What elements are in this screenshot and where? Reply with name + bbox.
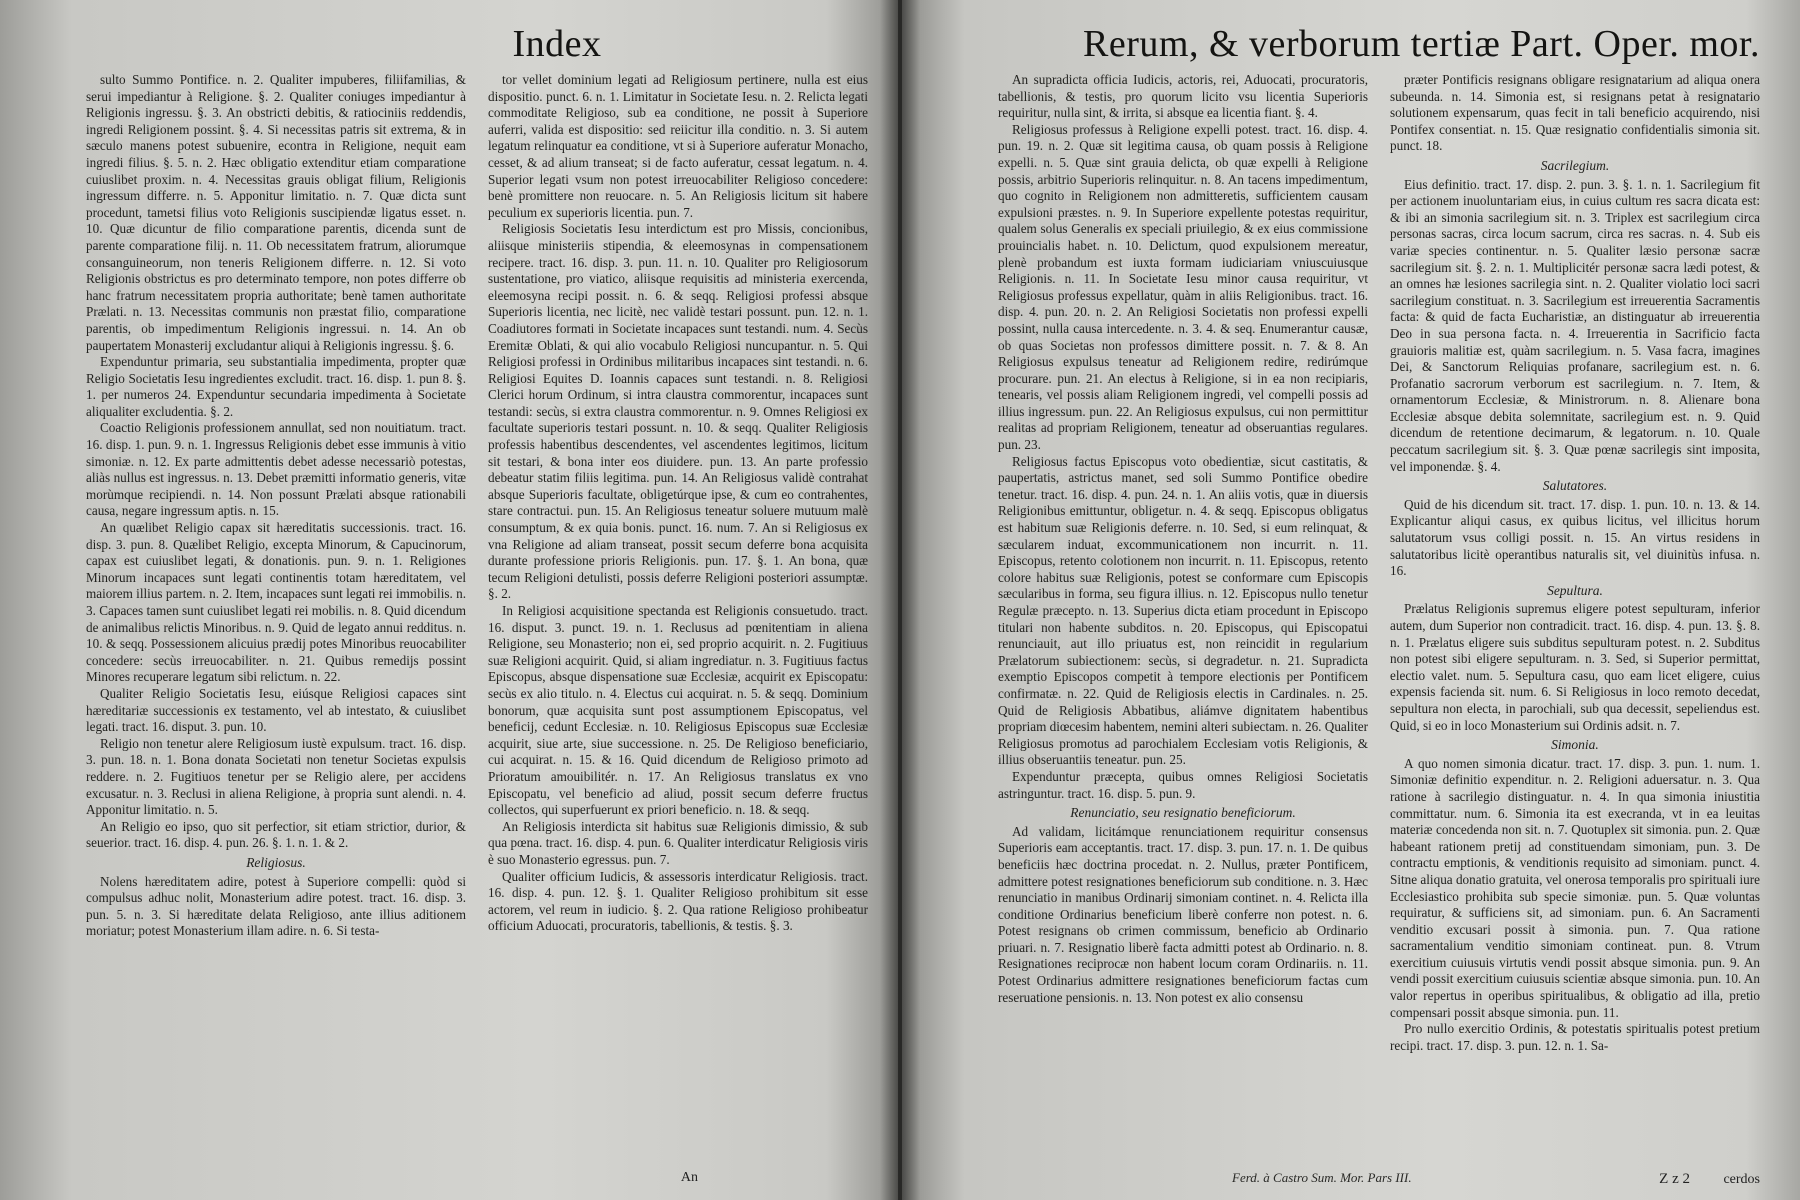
book-gutter bbox=[880, 0, 920, 1200]
catchword-left: An bbox=[680, 1170, 698, 1185]
index-entry: Religiosis Societatis Iesu interdictum est pro Missis, concionibus, aliisque ministeriis stipendia, & eleemosynas in compensationem recipere. tract. 16. disp. 3. pun. 11. n. 10. Qualiter pro Religiosorum sustentatione, pro viatico, aliisque requisitis ad ministeria exercenda, eleemosyna recipi possit. n. 6. & seqq. Religiosi professi absque Superioris licentia, nec licitè, nec validè testari possunt. pun. 12. n. 1. Coadiutores formati in Societate incapaces sunt testandi. num. 4. Secùs Eremitæ Oblati, & qui alio vocabulo Religiosi nuncupantur. n. 5. Qui Religiosi professi in Ordinibus militaribus incapaces sint testandi. n. 6. Religiosi Equites D. Ioannis capaces sunt testandi. n. 8. Religiosi Clerici horum Ordinum, si intra claustra commorentur, incapaces sunt testandi: secùs, si extra claustra commorentur. n. 9. Omnes Religiosi ex facultate superioris testari possunt. n. 10. & seqq. Qualiter Religiosis professis habentibus descendentes, vel ascendentes legitimos, licitum sit testari, & bona inter eos diuidere. pun. 13. An parte professio debeatur statim filiis legitima. pun. 14. An Religiosus validè contrahat absque Superioris facultate, obligetúrque ipse, & cum eo contrahentes, stare contractui. pun. 15. An Religiosus teneatur soluere mutuum malè consumptum, & ex quia bonis. punct. 16. num. 7. An si Religiosus ex vna Religione ad aliam transeat, possit secum deferre bona acquisita durante professione prioris Religionis. pun. 17. §. 1. An bona, quæ tecum Religioni detulisti, possis deferre Religioni posteriori assumptæ. §. 2. bbox=[488, 221, 868, 602]
right-column-1 bbox=[998, 72, 1368, 1054]
index-heading: Simonia. bbox=[1551, 737, 1599, 753]
right-page bbox=[902, 0, 1800, 1200]
index-entry: Religio non tenetur alere Religiosum iustè expulsum. tract. 16. disp. 3. pun. 18. n. 1. Bona donata Societati non tenetur Societas expulsis reddere. n. 2. Fugitiuos tenetur per se Religio alere, per accidens excusatur. n. 3. Reclusi in aliena Religione, à propria sunt alendi. n. 4. Apponitur limitatio. n. 5. bbox=[86, 735, 466, 818]
index-entry: An Religiosis interdicta sit habitus suæ Religionis dimissio, & sub qua pœna. tract. 16. disp. 4. pun. 6. Qualiter interdicatur Religiosis viris è suo Monasterio egressus. pun. 7. bbox=[488, 818, 868, 867]
footer-running-title: Ferd. à Castro Sum. Mor. Pars III. bbox=[1232, 1170, 1412, 1185]
left-page bbox=[0, 0, 898, 1200]
index-entry: Expenduntur præcepta, quibus omnes Religiosi Societatis astringuntur. tract. 16. disp. 5. pun. 9. bbox=[998, 768, 1368, 801]
index-entry: Eius definitio. tract. 17. disp. 2. pun. 3. §. 1. n. 1. Sacrilegium fit per actionem inuoluntariam eius, in cuius cultum res sacra dicata est: & ibi an simonia sacrilegium sit. n. 3. Triplex est sacrilegium circa personas sacras, circa locum sacrum, circa res sacras. n. 4. Sub eis variæ species continentur. n. 5. Qualiter læsio personæ sacræ sacrilegium sit. §. 2. n. 1. Multiplicitér personæ sacra lædi potest, & an omnes hæ lesiones sacrilegia sint. n. 2. Qualiter violatio loci sacri sacrilegium constituat. n. 3. Sacrilegium est irreuerentia Sacramentis facta: & quid de facta Eucharistiæ, an distinguatur ab irreuerentia Deo in sua persona facta. n. 4. Irreuerentia in Sacrificio facta grauioris malitiæ est, quàm sacrilegium. n. 5. Vasa facra, imagines Dei, & Sanctorum Reliquias profanare, sacrilegium est. n. 6. Profanatio sacrorum verborum est sacrilegium. n. 7. Item, & ornamentorum Ecclesiæ, & Ministrorum. n. 8. Alienare bona Ecclesiæ absque debita solemnitate, sacrilegium est. n. 9. Quid dicendum de retentione decimarum, & legatorum. n. 10. Quale peccatum sacrilegium sit. §. 3. Quæ pœnæ sacrilegis sint imposita, vel imponendæ. §. 4. bbox=[1390, 176, 1760, 474]
index-entry: An quælibet Religio capax sit hæreditatis successionis. tract. 16. disp. 3. pun. 8. Quælibet Religio, excepta Minorum, & Capucinorum, capax est cuiuslibet legati, & donationis. pun. 9. n. 1. Religiones Minorum incapaces sunt legati continentis totam hæreditatem, vel maiorem illius partem. n. 2. Item, incapaces sunt legati rei immobilis. n. 3. Capaces tamen sunt cuiuslibet legati rei mobilis. n. 8. Quid dicendum de animalibus relictis Minoribus. n. 9. Quid de legato annui redditus. n. 10. & seqq. Possessionem alicuius prædij potes Minoribus reuocabiliter concedere: secùs irreuocabiliter. n. 21. Quibus remedijs possint Minores recuperare legatum sibi relictum. n. 22. bbox=[86, 520, 466, 685]
left-column-1 bbox=[86, 72, 466, 940]
index-entry: Religiosus professus à Religione expelli potest. tract. 16. disp. 4. pun. 19. n. 2. Quæ sit legitima causa, ob quam possis à Religione expelli. n. 5. Quæ sint grauia delicta, ob quæ expelli à Religione possis, arbitrio Superioris relinquitur. n. 8. An tacens impedimentum, quo cognito in Religionem non admitteretis, sufficientem causam expulsioni præstes. n. 9. In Superiore expellente potestas requiritur, qualem solus Generalis ex speciali priuilegio, & ex eius commissione prouincialis habet. n. 10. Delictum, quod expulsionem mereatur, plenè probandum est iuxta formam iudiciariam vniuscuiusque Religionis. n. 11. In Societate Iesu minor causa requiritur, vt Religiosus professus expellatur, quàm in aliis Religionibus. tract. 16. disp. 4. pun. 20. n. 2. An Religiosi Societatis non professi expelli possint, nulla causa intercedente. n. 3. 4. & seq. Enumerantur causæ, ob quas Societas non professos dimittere possit. n. 7. & 8. An Religiosus expulsus teneatur ad Religionem redire, redirúmque procurare. pun. 21. An electus à Religione, si in ea non recipiaris, tenearis, vel possis aliam Religionem ingredi, vel compelli possis ad illius ingressum. pun. 22. An Religiosus expulsus, cui non permittitur realitas ad propriam Religionem, teneatur ad obseruantias regulares. pun. 23. bbox=[998, 121, 1368, 453]
catchword-right: cerdos bbox=[1723, 1172, 1760, 1187]
index-entry: An Religio eo ipso, quo sit perfectior, sit etiam strictior, durior, & seuerior. tract. 16. disp. 4. pun. 26. §. 1. n. 1. & 2. bbox=[86, 818, 466, 851]
index-heading: Religiosus. bbox=[246, 854, 306, 870]
index-entry: Pro nullo exercitio Ordinis, & potestatis spiritualis potest pretium recipi. tract. 17. disp. 3. pun. 12. n. 1. Sa- bbox=[1390, 1021, 1760, 1053]
page-title-right: Rerum, & verborum tertiæ Part. Oper. mor. bbox=[1083, 23, 1760, 65]
index-entry: A quo nomen simonia dicatur. tract. 17. disp. 3. pun. 1. num. 1. Simoniæ definitio expenditur. n. 2. Religioni aduersatur. n. 3. Qua ratione à sacrilegio distinguatur. n. 4. In qua simonia iniustitia committatur. num. 6. Simonia ita est execranda, vt in ea leuitas materiæ concedenda non sit. n. 7. Quotuplex sit simonia. pun. 2. Quæ habeant rationem pretij ad constituendam simoniam, pun. 3. De contractu emptionis, & venditionis requisito ad simoniam. punct. 4. Sitne aliqua donatio gratuita, vel onerosa temporalis pro spirituali iure Ecclesiastico prohibita sub specie simoniæ. pun. 5. Quæ voluntas requiratur, & sufficiens sit, ad simoniam. pun. 6. An Sacramenti venditio excusari possit à simonia. pun. 7. Qua ratione sacramentalium venditio simoniam contineat. pun. 8. Vtrum exercitium cuiusuis virtutis vendi possit absque simonia. pun. 9. An vendi possit exercitium cuiusuis scientiæ absque simonia. pun. 10. An valor repertus in operibus spiritualibus, & obligatio ad illa, pretio compensari possit absque simonia. pun. 11. bbox=[1390, 755, 1760, 1020]
index-entry: Nolens hæreditatem adire, potest à Superiore compelli: quòd si compulsus adhuc nolit, Monasterium adire potest. tract. 16. disp. 3. pun. 5. n. 3. Si hæreditate delata Religioso, ante illius aditionem moriatur; potest Monasterium illam adire. n. 6. Si testa- bbox=[86, 873, 466, 939]
index-entry: Religiosus factus Episcopus voto obedientiæ, sicut castitatis, & paupertatis, astrictus manet, sed soli Summo Pontifice obedire tenetur. tract. 16. disp. 4. pun. 24. n. 1. An aliis votis, quæ in diuersis Religionibus emittuntur, obligetur. n. 4. & seqq. Episcopus obligatus est habitum suæ Religionis deferre. n. 10. Sed, si eum relinquat, & sæcularem induat, excommunicationem non incurrit. n. 11. Episcopus, retento colotionem non incurrit. n. 11. Episcopus, retento colore habitus suæ Religionis, potest se conformare cum Episcopis sæcularibus in forma, seu figura illius. n. 12. Episcopus nullo tenetur Regulæ præcepto. n. 13. Superius dicta etiam procedunt in Episcopo titulari non habente subditos. n. 20. Episcopus, qui Episcopatui renunciauit, aut illo priuatus est, non reincidit in regularium Prælatorum subiectionem: secùs, si degradetur. n. 21. Supradicta exemptio Episcopos competit à tempore electionis per Pontificem confirmatæ. n. 22. Quid de Religiosis electis in Cardinales. n. 25. Quid de Religiosis Abbatibus, aliámve dignitatem habentibus propriam diœcesim habentem, nemini alteri subiectam. n. 26. Qualiter Religiosus promotus ad parochialem Ecclesiam votis Religionis, & illius obseruantiis teneatur. pun. 25. bbox=[998, 453, 1368, 768]
left-page-columns bbox=[86, 72, 868, 940]
index-entry: tor vellet dominium legati ad Religiosum pertinere, nulla est eius dispositio. punct. 6. n. 1. Limitatur in Societate Iesu. n. 2. Relicta legati commoditate Religioso, sub ea conditione, ne possit à Superiore auferri, valida est dispositio: sed reiicitur illa conditio. n. 3. Si autem legatum relinquatur ea conditione, vt si à Superiore auferatur Monacho, cesset, & ad alium transeat; si de facto auferatur, cessat legatum. n. 4. Superior legati vsum non potest irreuocabiliter Religioso concedere: benè promittere non reuocare. n. 5. An Religiosis licitum sit habere peculium ex superioris licentia. pun. 7. bbox=[488, 72, 868, 220]
page-title-left: Index bbox=[512, 23, 602, 65]
index-entry: præter Pontificis resignans obligare resignatarium ad aliqua onera subeunda. n. 14. Simonia est, si resignans petat à resignatario solutionem expensarum, quas fecit in tali beneficio acquirendo, nisi Pontifex consentiat. n. 15. Quæ resignatio confidentialis simonia sit. punct. 18. bbox=[1390, 72, 1760, 154]
index-heading: Sacrilegium. bbox=[1540, 157, 1610, 173]
index-entry: Qualiter officium Iudicis, & assessoris interdicatur Religiosis. tract. 16. disp. 4. pun. 12. §. 1. Qualiter Religioso prohibitum sit esse actorem, vel reum in iudicio. §. 2. Qua ratione Religioso prohibeatur officium Aduocati, procuratoris, tabellionis, & testis. §. 3. bbox=[488, 868, 868, 934]
index-entry: Ad validam, licitámque renunciationem requiritur consensus Superioris eam acceptantis. tract. 17. disp. 3. pun. 17. n. 1. De quibus beneficiis hæc doctrina procedat. n. 2. Nullus, præter Pontificem, admittere potest resignationes beneficiorum sub conditione. n. 3. Hæc renunciatio in manibus Ordinarij simoniam continet. n. 4. Relicta illa conditione Ordinarius beneficium liberè conferre non potest. n. 6. Potest resignans ob crimen commissum, beneficio ab Ordinario priuari. n. 7. Resignatio liberè facta admitti potest ab Ordinario. n. 8. Resignationes reciprocæ non habent locum coram Ordinariis. n. 11. Potest Ordinarius admittere resignationes beneficiorum factas cum reseruatione pensionis. n. 13. Non potest ex alio consensu bbox=[998, 823, 1368, 1005]
index-entry: Prælatus Religionis supremus eligere potest sepulturam, inferior autem, dum Superior non contradicit. tract. 16. disp. 4. pun. 13. §. 8. n. 1. Prælatus eligere suis subditus sepulturam potest. n. 2. Subditus non potest sibi eligere sepulturam. n. 3. Sed, si Superior permittat, electio valet. num. 5. Sepultura casu, quo eam licet eligere, cuius expensis facienda sit. num. 6. Si Religiosus in loco remoto decedat, sepultura non electa, in parochiali, sub qua decessit, sepeliendus est. Quid, si eo in loco Monasterium sui Ordinis adsit. n. 7. bbox=[1390, 601, 1760, 733]
index-entry: An supradicta officia Iudicis, actoris, rei, Aduocati, procuratoris, tabellionis, & testis, pro quorum licito vsu licentia Superioris requiritur, nulla sint, & irrita, si absque ea licentia fiant. §. 4. bbox=[998, 72, 1368, 121]
index-heading: Salutatores. bbox=[1542, 478, 1608, 494]
index-entry: In Religiosi acquisitione spectanda est Religionis consuetudo. tract. 16. disput. 3. punct. 19. n. 1. Reclusus ad pœnitentiam in aliena Religione, seu Monasterio; non ei, sed proprio acquirit. n. 2. Fugitiuus suæ Religioni acquirit. Quid, si aliam ingrediatur. n. 3. Fugitiuus factus Episcopus, absque dispensatione suæ Ecclesiæ, acquirit ex Episcopatu: secùs ex alio titulo. n. 4. Electus cui acquirat. n. 5. & seqq. Dominium bonorum, quæ acquisita sunt post assumptionem Episcopatus, vel beneficij, cedunt Ecclesiæ. n. 10. Religiosus Episcopus suæ Ecclesiæ acquirit, siue arte, siue successione. n. 25. De Religioso beneficiario, cui acquirat. n. 15. & 16. Quid dicendum de Religioso primoto ad Prioratum amouibilitér. n. 17. An Religiosus translatus ex vno Episcopatu, vel beneficio ad aliud, possit secum deferre fructus collectos, qui superfuerunt ex priori beneficio. n. 18. & seqq. bbox=[488, 603, 868, 818]
signature-mark: Z z 2 bbox=[1659, 1171, 1690, 1187]
index-entry: sulto Summo Pontifice. n. 2. Qualiter impuberes, filiifamilias, & serui impediantur à Religione. §. 2. Qualiter coniuges impediantur à Religionis ingressu. §. 3. An obstricti debitis, & ratiociniis reddendis, ingredi Religionem possint. §. 4. Si necessitas patris sit extrema, & in sæculo manens potest subuenire, econtra in Religione, nequit eam ingredi filius. §. 5. n. 2. Hæc obligatio extenditur etiam comparatione cuiuslibet proxim. n. 4. Necessitas grauis obligat filium, Religionis ingressum differre. n. 5. Apponitur limitatio. n. 7. Quæ dicta sunt procedunt, tametsi filius voto Religionis suscipiendæ ligatus esset. n. 10. Quæ dicuntur de filio comparatione parentis, dicenda sunt de parente comparatione filij. n. 11. Ob necessitatem fratrum, aliorumque consanguineorum, non teneris Religionem differre. n. 12. Si voto Religionis obstrictus es pro determinato tempore, non potes differre ob hanc fratrum necessitatem propria authoritate; benè tamen authoritate Prælati. n. 13. Necessitas communis non præstat filio, comparatione parentis, ob impedimentum Religionis ingressui. n. 14. An ob paupertatem Monasterij excludantur aliqui à Religionis ingressu. §. 6. bbox=[86, 72, 466, 353]
left-column-2 bbox=[488, 72, 868, 940]
right-column-2 bbox=[1390, 72, 1760, 1054]
index-entry: Qualiter Religio Societatis Iesu, eiúsque Religiosi capaces sint hæreditariæ successionis ex testamento, vel ab intestato, & cuiuslibet legati. tract. 16. disput. 3. pun. 10. bbox=[86, 685, 466, 735]
index-heading: Renunciatio, seu resignatio beneficiorum. bbox=[1070, 805, 1296, 821]
index-heading: Sepultura. bbox=[1547, 582, 1603, 598]
index-entry: Coactio Religionis professionem annullat, sed non nouitiatum. tract. 16. disp. 1. pun. 9. n. 1. Ingressus Religionis debet esse immunis à vitio simoniæ. n. 12. Ex parte admittentis debet adesse necessariò potestas, aliàs nullus est ingressus. n. 13. Debet præmitti informatio generis, vitæ morùmque recipiendi. n. 14. Non possunt Prælati absque rationabili causa, negare ingressum aptis. n. 15. bbox=[86, 420, 466, 519]
right-page-columns bbox=[998, 72, 1760, 1054]
index-entry: Quid de his dicendum sit. tract. 17. disp. 1. pun. 10. n. 13. & 14. Explicantur aliqui casus, ex quibus licitus, vel illicitus horum salutatorum vsus colligi possit. n. 15. An virtus residens in salutatoribus licitè operantibus naturalis sit, vel diuinitùs infusa. n. 16. bbox=[1390, 496, 1760, 579]
index-entry: Expenduntur primaria, seu substantialia impedimenta, propter quæ Religio Societatis Iesu ingredientes excludit. tract. 16. disp. 1. pun 8. §. 1. per numeros 24. Expenduntur secundaria impedimenta à Societate aliqualiter excludentia. §. 2. bbox=[86, 354, 466, 419]
